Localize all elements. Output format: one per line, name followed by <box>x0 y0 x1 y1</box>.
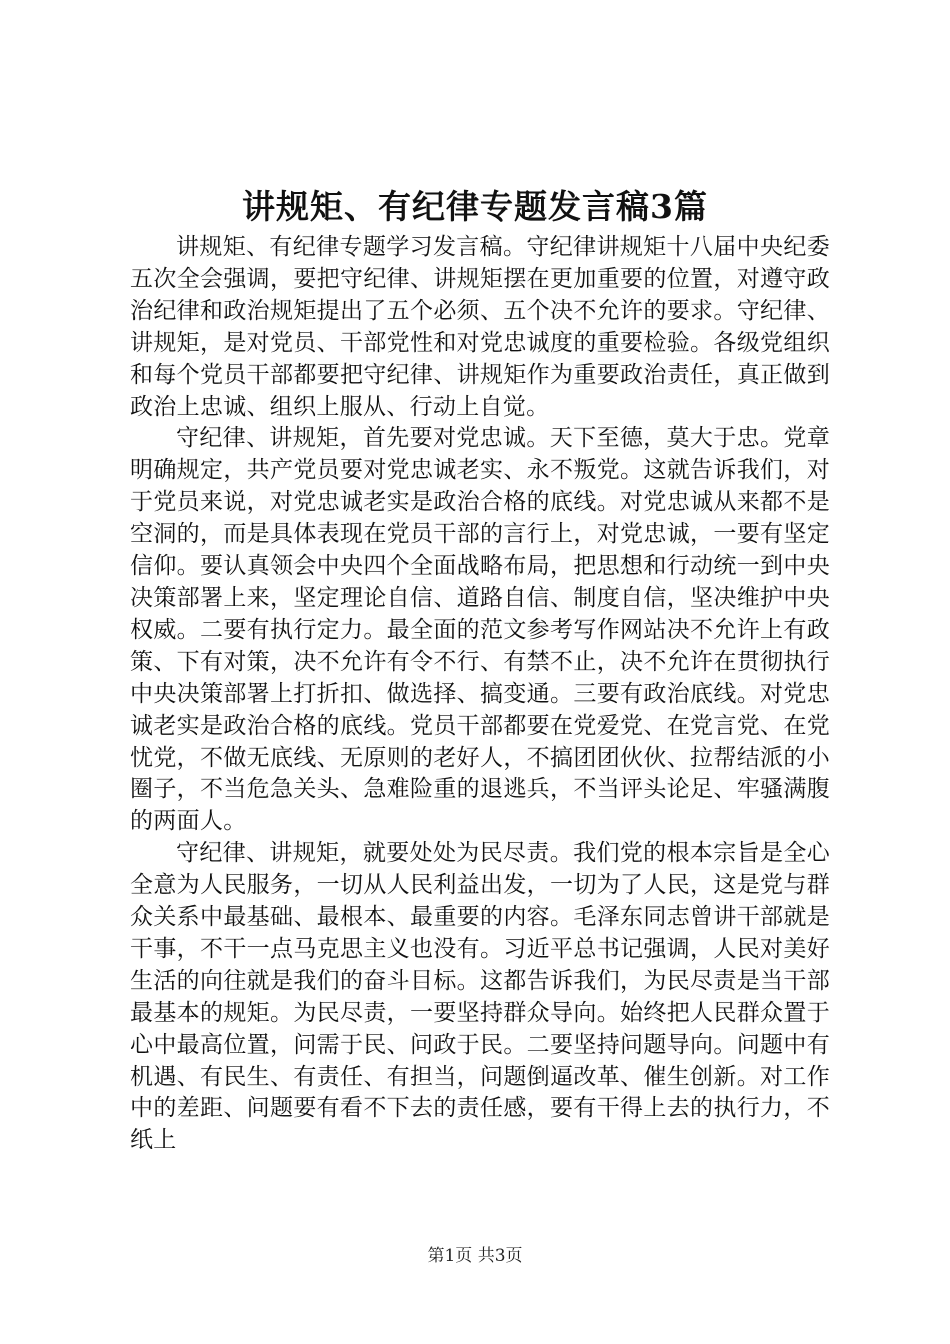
paragraph-1: 讲规矩、有纪律专题学习发言稿。守纪律讲规矩十八届中央纪委五次全会强调，要把守纪律、讲规矩摆在更加重要的位置，对遵守政治纪律和政治规矩提出了五个必须、五个决不允许的要求。守纪律、讲规矩，是对党员、干部党性和对党忠诚度的重要检验。各级党组织和每个党员干部都要把守纪律、讲规矩作为重要政治责任，真正做到政治上忠诚、组织上服从、行动上自觉。 <box>130 234 830 420</box>
document-body <box>130 232 830 1180</box>
paragraph-3: 守纪律、讲规矩，就要处处为民尽责。我们党的根本宗旨是全心全意为人民服务，一切从人民利益出发，一切为了人民，这是党与群众关系中最基础、最根本、最重要的内容。毛泽东同志曾讲干部就是干事，不干一点马克思主义也没有。习近平总书记强调，人民对美好生活的向往就是我们的奋斗目标。这都告诉我们，为民尽责是当干部最基本的规矩。为民尽责，一要坚持群众导向。始终把人民群众置于心中最高位置，问需于民、问政于民。二要坚持问题导向。问题中有机遇、有民生、有责任、有担当，问题倒逼改革、催生创新。对工作中的差距、问题要有看不下去的责任感，要有干得上去的执行力，不纸上 <box>130 840 830 1154</box>
paragraph-2: 守纪律、讲规矩，首先要对党忠诚。天下至德，莫大于忠。党章明确规定，共产党员要对党忠诚老实、永不叛党。这就告诉我们，对于党员来说，对党忠诚老实是政治合格的底线。对党忠诚从来都不是空洞的，而是具体表现在党员干部的言行上，对党忠诚，一要有坚定信仰。要认真领会中央四个全面战略布局，把思想和行动统一到中央决策部署上来，坚定理论自信、道路自信、制度自信，坚决维护中央权威。二要有执行定力。最全面的范文参考写作网站决不允许上有政策、下有对策，决不允许有令不行、有禁不止，决不允许在贯彻执行中央决策部署上打折扣、做选择、搞变通。三要有政治底线。对党忠诚老实是政治合格的底线。党员干部都要在党爱党、在党言党、在党忧党，不做无底线、无原则的老好人，不搞团团伙伙、拉帮结派的小圈子，不当危急关头、急难险重的退逃兵，不当评头论足、牢骚满腹的两面人。 <box>130 425 830 835</box>
page-number-footer: 第1页 共3页 <box>427 1246 523 1266</box>
document-title: 讲规矩、有纪律专题发言稿3篇 <box>242 187 708 226</box>
